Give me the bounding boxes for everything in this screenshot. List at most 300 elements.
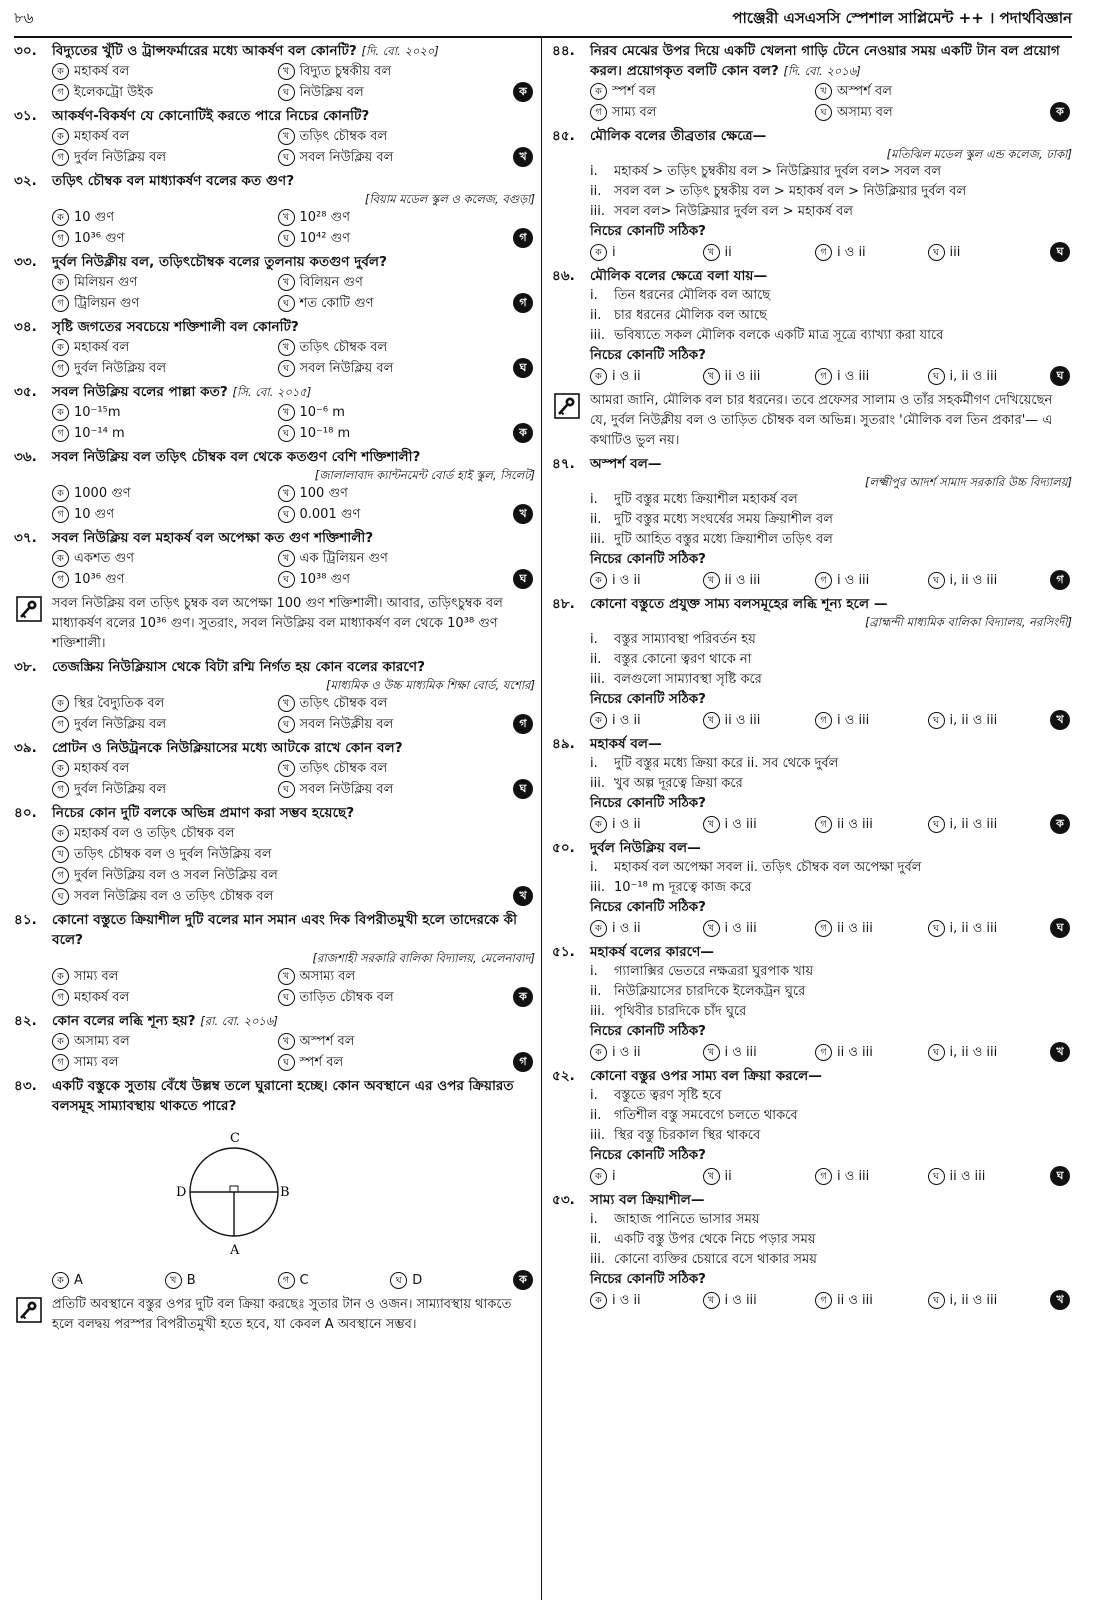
- statement-text: নিউক্লিয়াসের চারদিকে ইলেকট্রন ঘুরে: [614, 984, 806, 999]
- option-item[interactable]: [278, 126, 504, 147]
- option-item[interactable]: [928, 1042, 1041, 1063]
- statement-text: বস্তুর কোনো ত্বরণ থাকে না: [614, 652, 752, 667]
- option-item[interactable]: [278, 228, 504, 249]
- option-item[interactable]: [52, 1270, 165, 1291]
- option-list: [14, 126, 535, 168]
- option-item[interactable]: [590, 1042, 703, 1063]
- question-number: ৩২.: [14, 173, 37, 189]
- option-item[interactable]: [703, 1290, 816, 1311]
- statement-numeral: i.: [590, 632, 598, 647]
- option-marker: গ: [52, 84, 69, 101]
- option-item[interactable]: [278, 1031, 504, 1052]
- question-number: ৪৯.: [552, 736, 575, 752]
- statement-text: বস্তুতে ত্বরণ সৃষ্টি হবে: [614, 1088, 722, 1103]
- option-marker: ক: [590, 1044, 607, 1061]
- option-marker: গ: [52, 781, 69, 798]
- option-item[interactable]: [278, 693, 504, 714]
- option-item[interactable]: [52, 779, 278, 800]
- option-item[interactable]: [928, 1166, 1041, 1187]
- question-line: [14, 1011, 535, 1031]
- question-number: ৩৮.: [14, 659, 37, 675]
- option-marker: ক: [590, 368, 607, 385]
- question-stem: একটি বস্তুকে সুতায় বেঁধে উল্লম্ব তলে ঘুরানো হচ্ছে। কোন অবস্থানে এর ওপর ক্রিয়ারত বলসমূহ সাম্যাবস্থায় থাকতে পারে?: [52, 1078, 514, 1114]
- option-item[interactable]: [928, 1290, 1041, 1311]
- option-marker: ক: [590, 816, 607, 833]
- option-list: [14, 402, 535, 444]
- question-50: [552, 838, 1072, 939]
- option-text: i ও ii: [612, 369, 641, 384]
- option-text: অস্পর্শ বল: [299, 1034, 355, 1049]
- option-item[interactable]: [590, 918, 703, 939]
- option-item[interactable]: [165, 1270, 278, 1291]
- option-list: [14, 337, 535, 379]
- option-marker: ক: [590, 83, 607, 100]
- option-list: [14, 483, 535, 525]
- option-item[interactable]: [815, 366, 928, 387]
- option-item[interactable]: [52, 504, 278, 525]
- option-marker: ঘ: [278, 149, 295, 166]
- option-item[interactable]: [278, 779, 504, 800]
- option-text: ii ও iii: [724, 573, 761, 588]
- option-item[interactable]: [52, 272, 278, 293]
- option-text: ii: [724, 245, 732, 260]
- question-line: [14, 910, 535, 950]
- option-text: স্পর্শ বল: [299, 1055, 344, 1070]
- option-item[interactable]: [815, 918, 928, 939]
- statement-numeral: i.: [590, 1212, 598, 1227]
- statement-numeral: iii.: [590, 1004, 605, 1019]
- option-item[interactable]: [278, 293, 504, 314]
- source-tag: [দি. বো. ২০২০]: [361, 44, 439, 58]
- statement-item: [590, 878, 1072, 898]
- option-item[interactable]: [815, 710, 928, 731]
- option-text: দুর্বল নিউক্লিয় বল: [74, 361, 167, 376]
- option-item[interactable]: [590, 814, 703, 835]
- question-number: ৩১.: [14, 108, 37, 124]
- option-marker: খ: [278, 404, 295, 421]
- statement-numeral: i.: [590, 964, 598, 979]
- answer-badge: গ: [513, 714, 533, 734]
- question-stem: প্রোটন ও নিউট্রনকে নিউক্লিয়াসের মধ্যে আটকে রাখে কোন বল?: [52, 740, 403, 756]
- option-item[interactable]: [52, 758, 278, 779]
- option-item[interactable]: [52, 207, 278, 228]
- explanation-note: [14, 1295, 535, 1335]
- option-item[interactable]: [52, 337, 278, 358]
- question-text: [52, 657, 535, 677]
- option-item[interactable]: [278, 987, 504, 1008]
- statement-item: [590, 162, 1072, 182]
- option-item[interactable]: [278, 548, 504, 569]
- question-number: ৪৩.: [14, 1078, 37, 1094]
- option-text: সাম্য বল: [74, 1055, 119, 1070]
- answer-badge: ঘ: [513, 569, 533, 589]
- option-text: 10 গুণ: [74, 210, 115, 225]
- key-icon: [16, 1297, 42, 1323]
- option-text: একশত গুণ: [74, 551, 134, 566]
- option-marker: গ: [52, 989, 69, 1006]
- option-marker: খ: [703, 712, 720, 729]
- question-33: [14, 252, 535, 314]
- option-item[interactable]: [278, 207, 504, 228]
- statement-numeral: iii.: [590, 776, 605, 791]
- option-list: [14, 758, 535, 800]
- option-item[interactable]: [590, 1166, 703, 1187]
- question-stem: দুর্বল নিউক্লিয় বল—: [590, 840, 701, 856]
- option-item[interactable]: [815, 1166, 928, 1187]
- option-item[interactable]: [703, 710, 816, 731]
- option-text: i, ii ও iii: [949, 573, 998, 588]
- statement-text: স্থির বস্তু চিরকাল স্থির থাকবে: [614, 1128, 761, 1143]
- option-item[interactable]: [278, 423, 504, 444]
- option-item[interactable]: [278, 758, 504, 779]
- option-item[interactable]: [703, 918, 816, 939]
- option-text: 0.001 গুণ: [299, 507, 361, 522]
- option-item[interactable]: [703, 366, 816, 387]
- option-item[interactable]: [815, 81, 1040, 102]
- option-item[interactable]: [52, 823, 503, 844]
- question-line: [552, 41, 1072, 81]
- answer-badge: ঘ: [513, 358, 533, 378]
- option-item[interactable]: [278, 1270, 391, 1291]
- option-item[interactable]: [390, 1270, 503, 1291]
- option-item[interactable]: [815, 814, 928, 835]
- statement-text: মহাকর্ষ বল অপেক্ষা সবল ii. তড়িৎ চৌম্বক বল অপেক্ষা দুর্বল: [614, 860, 922, 875]
- question-text: [52, 1011, 535, 1031]
- option-text: i ও ii: [612, 1293, 641, 1308]
- answer-badge: ঘ: [1050, 918, 1070, 938]
- option-item[interactable]: [52, 402, 278, 423]
- option-item[interactable]: [52, 228, 278, 249]
- option-item[interactable]: [815, 570, 928, 591]
- question-line: [14, 382, 535, 402]
- statement-numeral: ii.: [590, 652, 602, 667]
- question-stem: কোনো বস্তুতে ক্রিয়াশীল দুটি বলের মান সমান এবং দিক বিপরীতমুখী হলে তাদেরকে কী বলে?: [52, 912, 518, 948]
- option-item[interactable]: [52, 82, 278, 103]
- option-list: [14, 1270, 535, 1291]
- option-item[interactable]: [928, 242, 1041, 263]
- option-text: মহাকর্ষ বল: [74, 340, 130, 355]
- source-tag: [রাজশাহী সরকারি বালিকা বিদ্যালয়, মেলেনাবাদ]: [312, 951, 535, 965]
- option-text: i ও iii: [837, 369, 870, 384]
- statement-list: [552, 962, 1072, 1022]
- question-32: [14, 171, 535, 249]
- option-item[interactable]: [52, 569, 278, 590]
- circular-motion-diagram: [14, 1120, 535, 1270]
- statement-list: [552, 1210, 1072, 1270]
- option-item[interactable]: [590, 102, 815, 123]
- question-prompt: নিচের কোনটি সঠিক?: [590, 900, 706, 915]
- option-marker: খ: [703, 368, 720, 385]
- option-item[interactable]: [278, 569, 504, 590]
- option-marker: গ: [815, 1168, 832, 1185]
- statement-numeral: iii.: [590, 532, 605, 547]
- question-36: [14, 447, 535, 525]
- statement-item: [590, 1250, 1072, 1270]
- statement-item: [590, 306, 1072, 326]
- statement-numeral: iii.: [590, 1252, 605, 1267]
- option-item[interactable]: [52, 714, 278, 735]
- option-text: সাম্য বল: [612, 105, 657, 120]
- option-list: [552, 1166, 1072, 1187]
- answer-badge: খ: [513, 147, 533, 167]
- option-item[interactable]: [590, 710, 703, 731]
- option-text: i ও ii: [612, 921, 641, 936]
- option-item[interactable]: [928, 570, 1041, 591]
- option-text: i ও iii: [724, 921, 757, 936]
- option-text: ii ও iii: [837, 1293, 873, 1308]
- statement-text: একটি বস্তু উপর থেকে নিচে পড়ার সময়: [614, 1232, 816, 1247]
- option-text: 10³⁶ গুণ: [74, 572, 125, 587]
- option-text: সবল নিউক্লিয় বল: [299, 150, 394, 165]
- answer-badge: ঘ: [513, 779, 533, 799]
- question-line: [14, 41, 535, 61]
- option-marker: ঘ: [278, 230, 295, 247]
- option-marker: গ: [278, 1272, 295, 1289]
- option-text: সবল নিউক্লিয় বল ও তড়িৎ চৌম্বক বল: [74, 889, 274, 904]
- option-text: i ও ii: [612, 1045, 641, 1060]
- question-line: [14, 252, 535, 272]
- option-item[interactable]: [52, 693, 278, 714]
- option-marker: ঘ: [278, 989, 295, 1006]
- option-item[interactable]: [52, 483, 278, 504]
- answer-badge: খ: [1050, 1042, 1070, 1062]
- key-icon: [16, 596, 42, 622]
- option-marker: গ: [815, 920, 832, 937]
- statement-text: গতিশীল বস্তু সমবেগে চলতে থাকবে: [614, 1108, 798, 1123]
- option-item[interactable]: [52, 1031, 278, 1052]
- option-item[interactable]: [815, 102, 1040, 123]
- option-item[interactable]: [703, 242, 816, 263]
- option-item[interactable]: [52, 1052, 278, 1073]
- question-line: [14, 1076, 535, 1116]
- option-text: 10⁻⁶ m: [299, 405, 345, 420]
- option-marker: ক: [52, 1272, 69, 1289]
- question-line: [14, 803, 535, 823]
- option-text: ট্রিলিয়ন গুণ: [74, 296, 140, 311]
- option-marker: ঘ: [52, 888, 69, 905]
- statement-item: [590, 202, 1072, 222]
- statement-list: [552, 162, 1072, 222]
- option-item[interactable]: [590, 366, 703, 387]
- statement-list: [552, 630, 1072, 690]
- question-number: ৫০.: [552, 840, 575, 856]
- question-number: ৪৪.: [552, 43, 575, 59]
- question-text: [590, 1190, 1072, 1210]
- statement-item: [590, 530, 1072, 550]
- option-text: 1000 গুণ: [74, 486, 131, 501]
- question-prompt: নিচের কোনটি সঠিক?: [590, 1148, 706, 1163]
- option-text: অস্পর্শ বল: [837, 84, 892, 99]
- point-label-left: D: [176, 1185, 187, 1200]
- option-marker: খ: [278, 1033, 295, 1050]
- question-text: [52, 41, 535, 61]
- option-text: i, ii ও iii: [949, 1045, 998, 1060]
- option-text: তড়িৎ চৌম্বক বল: [299, 761, 388, 776]
- option-item[interactable]: [278, 402, 504, 423]
- explanation-note: [552, 391, 1072, 451]
- option-marker: গ: [52, 360, 69, 377]
- statement-text: খুব অল্প দূরত্বে ক্রিয়া করে: [614, 776, 743, 791]
- question-number: ৫২.: [552, 1068, 575, 1084]
- point-label-right: B: [280, 1185, 290, 1200]
- option-item[interactable]: [278, 358, 504, 379]
- question-line: [14, 447, 535, 467]
- question-text: [590, 838, 1072, 858]
- option-item[interactable]: [278, 1052, 504, 1073]
- option-item[interactable]: [815, 1290, 928, 1311]
- question-text: [52, 382, 535, 402]
- option-text: মহাকর্ষ বল: [74, 761, 130, 776]
- option-text: i ও iii: [724, 817, 757, 832]
- option-marker: গ: [52, 425, 69, 442]
- option-text: iii: [949, 245, 961, 260]
- option-marker: গ: [52, 716, 69, 733]
- option-list: [552, 366, 1072, 387]
- question-number: ৪১.: [14, 912, 37, 928]
- option-text: দুর্বল নিউক্লিয় বল: [74, 150, 167, 165]
- option-item[interactable]: [52, 865, 503, 886]
- option-text: তড়িৎ চৌম্বক বল: [299, 340, 388, 355]
- question-text: [52, 910, 535, 950]
- answer-badge: ক: [513, 423, 533, 443]
- option-item[interactable]: [928, 814, 1041, 835]
- statement-numeral: iii.: [590, 1128, 605, 1143]
- option-marker: গ: [590, 104, 607, 121]
- option-text: A: [74, 1273, 83, 1288]
- option-text: i ও ii: [612, 713, 641, 728]
- option-text: দুর্বল নিউক্লিয় বল: [74, 717, 167, 732]
- option-item[interactable]: [52, 293, 278, 314]
- option-text: স্থির বৈদ্যুতিক বল: [74, 696, 165, 711]
- option-item[interactable]: [703, 814, 816, 835]
- option-item[interactable]: [278, 966, 504, 987]
- statement-text: দুটি বস্তুর মধ্যে ক্রিয়া করে ii. সব থেকে দুর্বল: [614, 756, 839, 771]
- option-text: দুর্বল নিউক্লিয় বল ও সবল নিউক্লিয় বল: [74, 868, 278, 883]
- option-item[interactable]: [815, 1042, 928, 1063]
- option-marker: ঘ: [928, 712, 945, 729]
- statement-item: [590, 858, 1072, 878]
- option-item[interactable]: [590, 242, 703, 263]
- option-item[interactable]: [590, 570, 703, 591]
- option-item[interactable]: [703, 1042, 816, 1063]
- option-item[interactable]: [928, 918, 1041, 939]
- option-item[interactable]: [52, 844, 503, 865]
- option-marker: খ: [815, 83, 832, 100]
- option-item[interactable]: [278, 272, 504, 293]
- option-text: মহাকর্ষ বল: [74, 129, 130, 144]
- question-34: [14, 317, 535, 379]
- option-item[interactable]: [703, 570, 816, 591]
- statement-numeral: iii.: [590, 328, 605, 343]
- option-text: i: [612, 1169, 616, 1184]
- option-item[interactable]: [278, 504, 504, 525]
- question-text: [52, 106, 535, 126]
- option-marker: ঘ: [928, 920, 945, 937]
- option-marker: খ: [703, 920, 720, 937]
- option-item[interactable]: [928, 710, 1041, 731]
- option-marker: ঘ: [928, 1292, 945, 1309]
- option-marker: ঘ: [278, 425, 295, 442]
- option-item[interactable]: [52, 548, 278, 569]
- option-item[interactable]: [52, 147, 278, 168]
- option-item[interactable]: [278, 61, 504, 82]
- option-item[interactable]: [928, 366, 1041, 387]
- option-item[interactable]: [815, 242, 928, 263]
- option-item[interactable]: [52, 886, 503, 907]
- option-item[interactable]: [703, 1166, 816, 1187]
- explanation-text: সবল নিউক্লিয় বল তড়িৎ চুম্বক বল অপেক্ষা 100 গুণ শক্তিশালী। আবার, তড়িৎচুম্বক বল মাধ্যাকর্ষণ বলের 10³⁶ গুণ। সুতরাং, সবল নিউক্লিয় বল মাধ্যাকর্ষণ বল থেকে 10³⁸ গুণ শক্তিশালী।: [52, 596, 503, 651]
- option-marker: গ: [52, 506, 69, 523]
- statement-item: [590, 670, 1072, 690]
- option-list: [14, 207, 535, 249]
- option-marker: ঘ: [390, 1272, 407, 1289]
- option-item[interactable]: [278, 714, 504, 735]
- option-item[interactable]: [52, 126, 278, 147]
- option-item[interactable]: [52, 358, 278, 379]
- statement-item: [590, 510, 1072, 530]
- option-text: শত কোটি গুণ: [299, 296, 374, 311]
- source-tag: [মাধ্যমিক ও উচ্চ মাধ্যমিক শিক্ষা বোর্ড, যশোর]: [326, 678, 535, 692]
- option-item[interactable]: [52, 61, 278, 82]
- question-stem: সাম্য বল ক্রিয়াশীল—: [590, 1192, 705, 1208]
- option-marker: ঘ: [928, 572, 945, 589]
- option-text: i, ii ও iii: [949, 713, 998, 728]
- option-marker: গ: [815, 1292, 832, 1309]
- source-tag: [জালালাবাদ ক্যান্টনমেন্ট বোর্ড হাই স্কুল, সিলেট]: [314, 468, 535, 482]
- answer-badge: গ: [513, 228, 533, 248]
- option-item[interactable]: [52, 987, 278, 1008]
- statement-text: বলগুলো সাম্যাবস্থা সৃষ্টি করে: [614, 672, 762, 687]
- option-marker: খ: [52, 846, 69, 863]
- question-text: [52, 317, 535, 337]
- option-list: [14, 272, 535, 314]
- option-marker: ক: [590, 920, 607, 937]
- source-tag: [ব্রাহ্মন্দী মাধ্যমিক বালিকা বিদ্যালয়, নরসিংদী]: [865, 615, 1072, 629]
- option-marker: খ: [278, 968, 295, 985]
- option-text: 10⁻¹⁵m: [74, 405, 121, 420]
- book-title: পাঞ্জেরী এসএসসি স্পেশাল সাপ্লিমেন্ট ++ । পদার্থবিজ্ঞান: [732, 9, 1072, 27]
- question-number: ৪৬.: [552, 268, 575, 284]
- question-stem: তেজস্ক্রিয় নিউক্লিয়াস থেকে বিটা রশ্মি নির্গত হয় কোন বলের কারণে?: [52, 659, 425, 675]
- question-line: [14, 106, 535, 126]
- statement-item: [590, 326, 1072, 346]
- statement-item: [590, 982, 1072, 1002]
- option-marker: খ: [278, 339, 295, 356]
- question-text: [590, 126, 1072, 146]
- statement-text: বস্তুর সাম্যাবস্থা পরিবর্তন হয়: [614, 632, 756, 647]
- option-item[interactable]: [52, 966, 278, 987]
- option-item[interactable]: [52, 423, 278, 444]
- option-text: মিলিয়ন গুণ: [74, 275, 138, 290]
- option-item[interactable]: [590, 1290, 703, 1311]
- option-marker: খ: [703, 816, 720, 833]
- option-item[interactable]: [590, 81, 815, 102]
- question-38: [14, 657, 535, 735]
- option-item[interactable]: [278, 147, 504, 168]
- page-header: [14, 0, 1072, 38]
- statement-text: গ্যালাক্সির ভেতরে নক্ষত্ররা ঘুরপাক খায়: [614, 964, 814, 979]
- option-item[interactable]: [278, 82, 504, 103]
- option-marker: ক: [590, 244, 607, 261]
- question-43: [14, 1076, 535, 1291]
- key-icon: [554, 393, 580, 419]
- question-number: ৩৫.: [14, 384, 37, 400]
- question-line: [552, 1190, 1072, 1210]
- option-item[interactable]: [278, 483, 504, 504]
- option-item[interactable]: [278, 337, 504, 358]
- statement-text: তিন ধরনের মৌলিক বল আছে: [614, 288, 771, 303]
- option-text: C: [299, 1273, 309, 1288]
